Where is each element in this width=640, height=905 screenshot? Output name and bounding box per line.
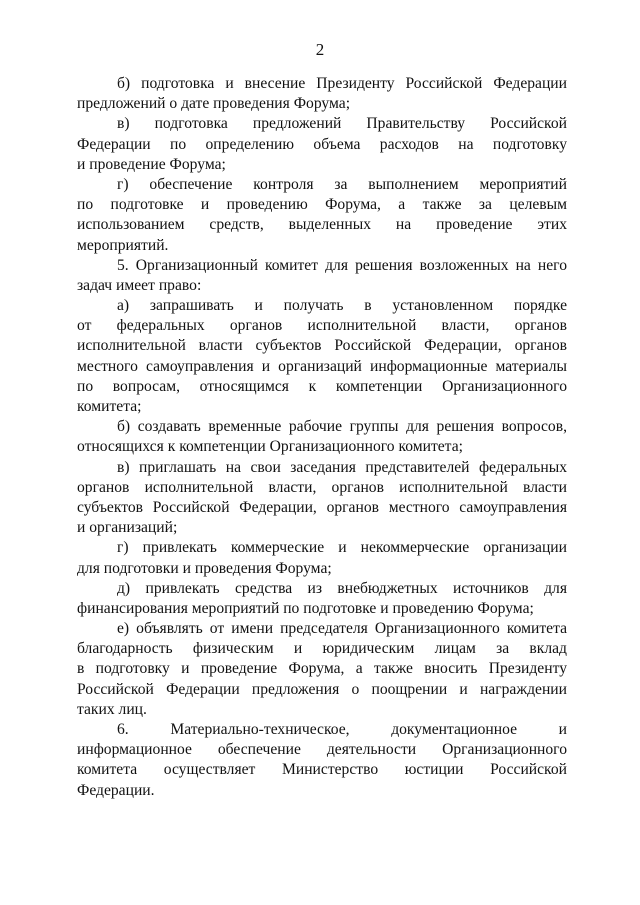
text-line: по вопросам, относящимся к компетенции Организационного — [77, 377, 567, 395]
text-line: б) создавать временные рабочие группы для решения вопросов, — [117, 418, 567, 436]
text-line: б) подготовка и внесение Президенту Российской Федерации — [117, 75, 567, 92]
text-line: и организаций; — [77, 519, 178, 537]
text-line: информационное обеспечение деятельности Организационного — [77, 741, 567, 759]
text-line: д) привлекать средства из внебюджетных источников для — [117, 579, 567, 597]
text-line: Федерации. — [77, 781, 155, 799]
text-line: относящихся к компетенции Организационного комитета; — [77, 438, 463, 456]
text-line: финансирования мероприятий по подготовке и проведению Форума; — [77, 599, 534, 617]
text-line: предложений о дате проведения Форума; — [77, 95, 351, 113]
text-line: Федерации по определению объема расходов на подготовку — [77, 135, 567, 153]
text-line: и проведение Форума; — [77, 155, 226, 173]
text-line: 6. Материально-техническое, документационное и — [117, 721, 567, 738]
text-line: исполнительной власти субъектов Российской Федерации, органов — [77, 337, 567, 355]
text-line: использованием средств, выделенных на проведение этих — [77, 216, 567, 234]
text-line: в) приглашать на свои заседания представителей федеральных — [117, 458, 567, 476]
text-line: а) запрашивать и получать в установленном порядке — [117, 297, 567, 315]
text-line: 5. Организационный комитет для решения возложенных на него — [117, 256, 567, 274]
text-line: от федеральных органов исполнительной власти, органов — [77, 317, 567, 335]
page-number: 2 — [315, 40, 325, 59]
text-line: субъектов Российской Федерации, органов местного самоуправления — [77, 498, 567, 516]
text-line: г) обеспечение контроля за выполнением мероприятий — [117, 175, 567, 193]
document-body — [77, 74, 567, 801]
text-line: в) подготовка предложений Правительству Российской — [117, 115, 567, 133]
text-line: г) привлекать коммерческие и некоммерческие организации — [117, 539, 567, 557]
text-line: для подготовки и проведения Форума; — [77, 559, 332, 577]
text-line: благодарность физическим и юридическим лицам за вклад — [77, 640, 567, 658]
text-line: таких лиц. — [77, 700, 147, 718]
text-line: местного самоуправления и организаций информационные материалы — [77, 357, 567, 375]
text-line: органов исполнительной власти, органов исполнительной власти — [77, 478, 567, 496]
text-line: комитета; — [77, 398, 142, 415]
text-line: комитета осуществляет Министерство юстиции Российской — [77, 761, 567, 779]
text-line: задач имеет право: — [77, 276, 202, 294]
text-line: мероприятий. — [77, 236, 169, 254]
text-line: в подготовку и проведение Форума, а также вносить Президенту — [77, 660, 567, 678]
text-line: е) объявлять от имени председателя Организационного комитета — [117, 620, 567, 638]
text-line: Российской Федерации предложения о поощрении и награждении — [77, 680, 567, 698]
text-line: по подготовке и проведению Форума, а также за целевым — [77, 196, 567, 214]
